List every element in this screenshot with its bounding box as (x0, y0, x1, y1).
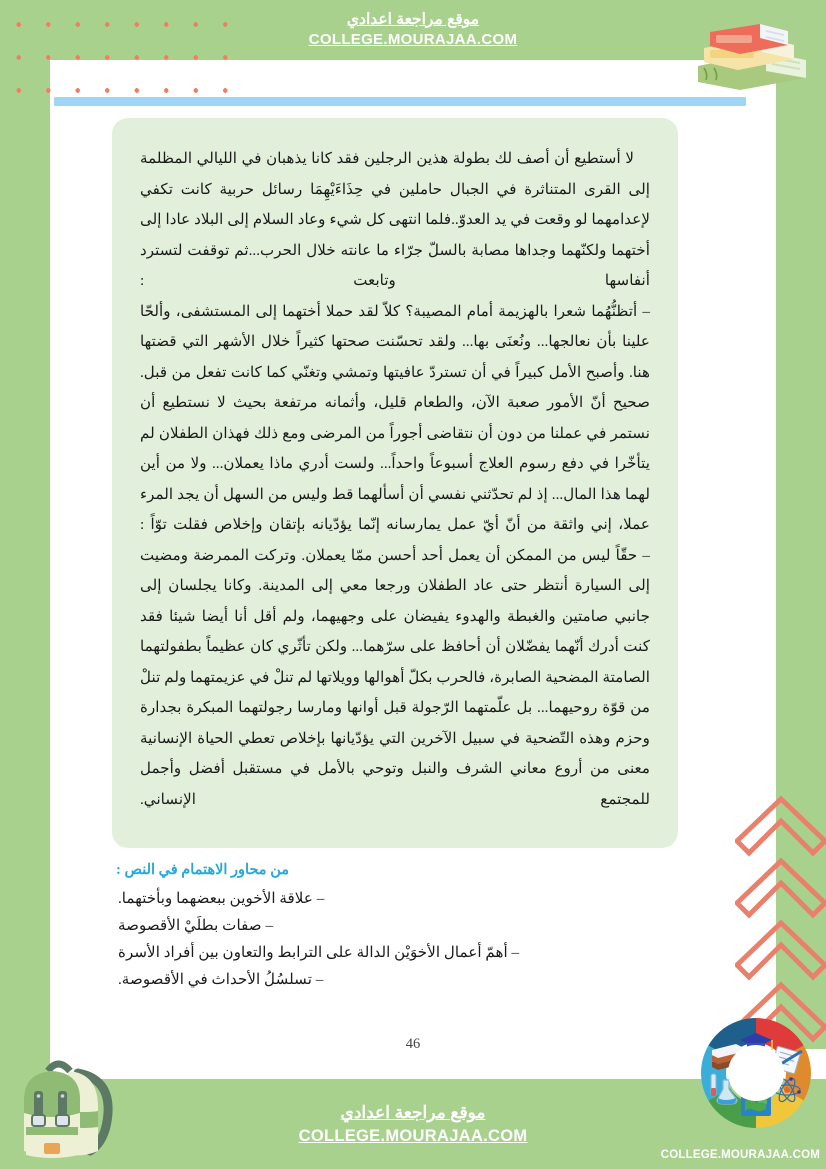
passage-paragraph: – حقّاً ليس من الممكن أن يعمل أحد أحسن ممّا يعملان. وتركت الممرضة ومضيت إلى السيارة أنتظر حتى عاد الطفلان ورجعا معي إلى المدينة. وكانا يجلسان إلى جانبي صامتين والغبطة والهدوء يفيضان على وجهيهما، ولم أقل أنا أيضا شيئا فقد كنت أدرك أنّهما يفضّلان أن أحافظ على سرّهما... ولكن تأثّري كان عظيماً بطفولتهما الصامتة المضحية الصابرة، فالحرب بكلّ أهوالها وويلاتها لم تنلْ في عزيمتهما ولم تنلْ من قوّة روحيهما... بل علّمتهما الرّجولة قبل أوانها ومارسا رجولتهما المبكرة بجدارة وحزم وهذه التّضحية في سبيل الآخرين التي يؤدّيانها بإخلاص تعطي الحياة الإنسانية معنى من أروع معاني الشرف والنبل وتوحي بالأمل في مستقبل أفضل وأجمل للمجتمع الإنساني. (140, 546, 650, 808)
stack-of-books-icon (688, 16, 814, 96)
education-wheel-icon (697, 1014, 815, 1132)
footer-site-name-ar: موقع مراجعة اعدادي (340, 1103, 486, 1123)
header-site-tab (263, 0, 563, 57)
list-item: – علاقة الأخوين ببعضهما وبأختهما. (118, 890, 325, 907)
questions-list (112, 885, 678, 993)
header-site-name-en: COLLEGE.MOURAJAA.COM (308, 30, 518, 48)
questions-heading: من محاور الاهتمام في النص : (116, 862, 290, 878)
blue-divider-rule (54, 97, 746, 106)
list-item: – صفات بطلَيْ الأقصوصة (118, 917, 274, 934)
reading-passage-card (112, 118, 678, 848)
chevron-up-icon (735, 795, 826, 1045)
footer-site-name-en: COLLEGE.MOURAJAA.COM (298, 1126, 528, 1145)
passage-paragraph: لا أستطيع أن أصف لك بطولة هذين الرجلين فقد كانا يذهبان في الليالي المظلمة إلى القرى المتناثرة في الجبال حاملين في حِذَاءَيْهِمَا رسائل حربية كانت تكفي لإعدامهما لو وقعت في يد العدوّ..فلما انتهى كل شيء وعاد السلام إلى البلاد عادا إلى أختهما ولكنّهما وجداها مصابة بالسلّ جرّاء ما عانته خلال الحرب...ثم توقفت لتسترد أنفاسها وتابعت : (140, 150, 650, 289)
questions-section (112, 862, 678, 993)
backpack-icon (6, 1055, 128, 1167)
passage-paragraph: – أتظنُّهُما شعرا بالهزيمة أمام المصيبة؟ كلاّ لقد حملا أختهما إلى المستشفى، وألحّا علينا بأن نعالجها... ونُعنَى بها... ولقد تحسّنت صحتها كثيراً خلال الأشهر التي قضتها هنا. وأصبح الأمل كبيراً في أن تستردّ عافيتها وتمشي وتغنّي كما كانت تفعل من قبل. (140, 302, 650, 381)
page-number: 46 (405, 1036, 421, 1052)
watermark-bottom-right: COLLEGE.MOURAJAA.COM (660, 1149, 820, 1161)
dot-grid-icon (0, 0, 228, 96)
passage-paragraph: صحيح أنّ الأمور صعبة الآن، والطعام قليل، وأثمانه مرتفعة بحيث لا نستطيع أن نستمر في عملنا من دون أن نتقاضى أجوراً من المرضى ومع ذلك فهذان الطفلان لم يتأخّرا في دفع رسوم العلاج أسبوعاً واحداً... ولست أدري ماذا يعملان... ولا من أين لهما هذا المال... إذ لم تحدّثني نفسي أن أسألهما قط وليس من السهل أن يجد المرء عملا، إني واثقة من أنّ أيّ عمل يمارسانه إنّما يؤدّيانه بإتقان وإخلاص فقلت توّاً : (140, 394, 650, 533)
list-item: – أهمّ أعمال الأخوَيْن الدالة على الترابط والتعاون بين أفراد الأسرة (118, 944, 520, 961)
list-item: – تسلسُلُ الأحداث في الأقصوصة. (118, 971, 324, 988)
left-green-sidebar (0, 0, 50, 1169)
header-site-name-ar: موقع مراجعة اعدادي (346, 10, 480, 28)
footer-site-tab (263, 1091, 563, 1169)
